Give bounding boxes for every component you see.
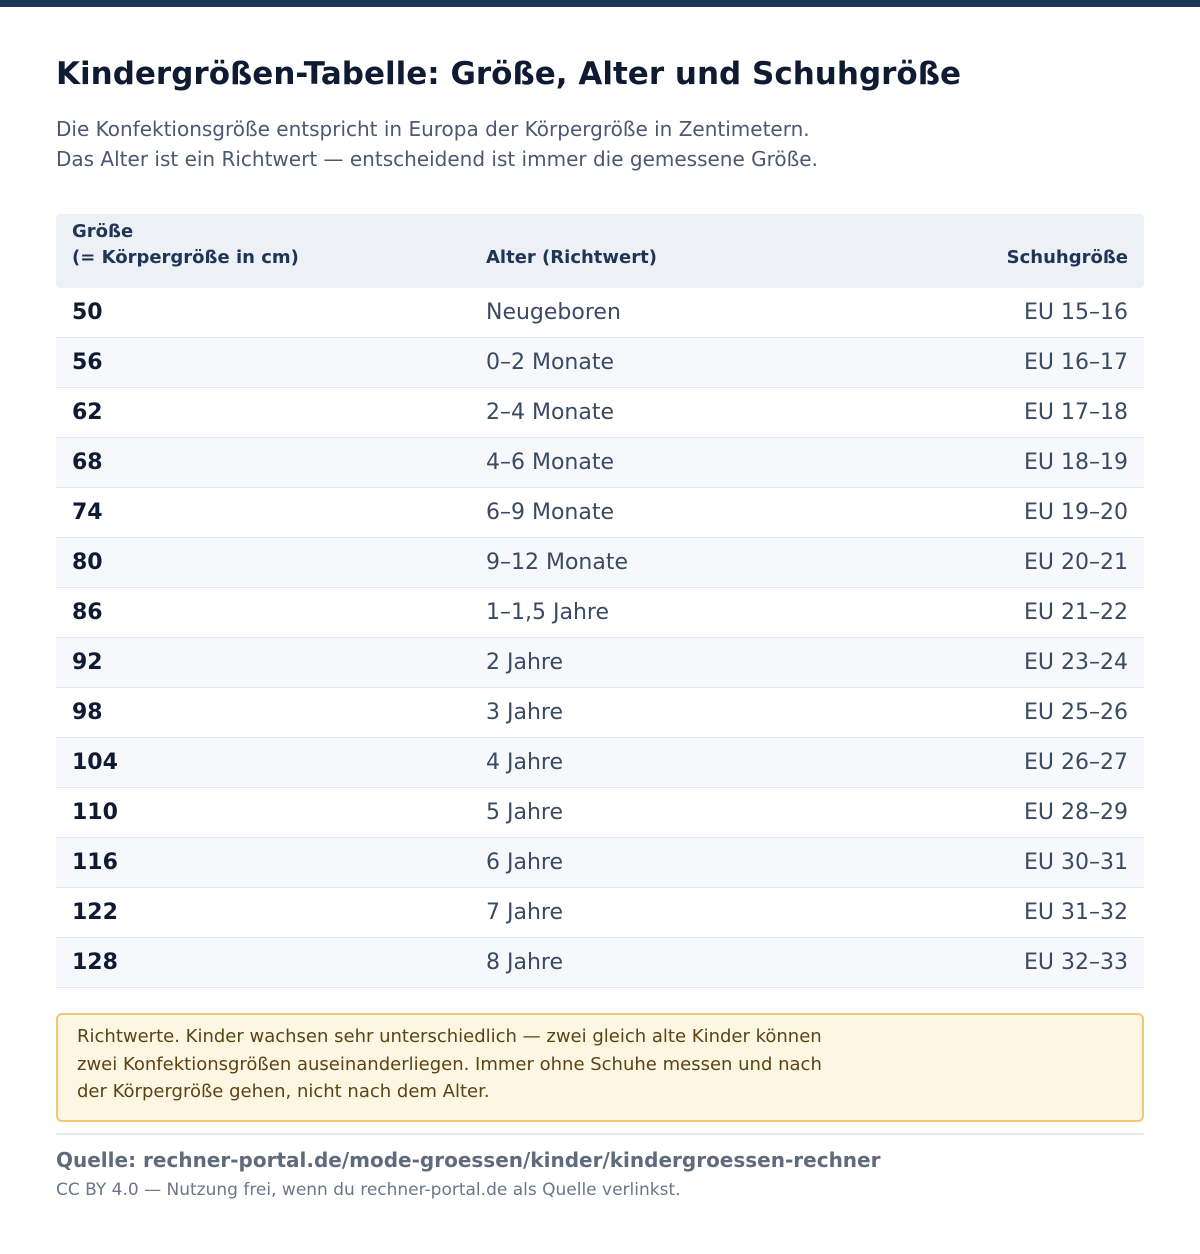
cell-shoe: EU 19–20 xyxy=(1024,500,1128,525)
cell-age: 6–9 Monate xyxy=(486,500,615,525)
cell-size: 86 xyxy=(72,600,103,625)
table-row xyxy=(56,938,1144,988)
cell-size: 68 xyxy=(72,450,103,475)
page-subtitle xyxy=(56,114,818,174)
table-row xyxy=(56,438,1144,488)
cell-shoe: EU 31–32 xyxy=(1024,900,1128,925)
cell-shoe: EU 26–27 xyxy=(1024,750,1128,775)
note-line-3: der Körpergröße gehen, nicht nach dem Alter. xyxy=(77,1081,490,1102)
size-table xyxy=(56,214,1144,988)
table-row xyxy=(56,338,1144,388)
cell-size: 110 xyxy=(72,800,118,825)
header-size-label: Größe xyxy=(72,221,134,242)
cell-size: 56 xyxy=(72,350,103,375)
cell-size: 74 xyxy=(72,500,103,525)
table-body xyxy=(56,288,1144,988)
page-title: Kindergrößen-Tabelle: Größe, Alter und Schuhgröße xyxy=(56,56,962,92)
cell-age: 2–4 Monate xyxy=(486,400,615,425)
cell-age: Neugeboren xyxy=(486,300,621,325)
cell-size: 128 xyxy=(72,950,118,975)
cell-shoe: EU 17–18 xyxy=(1024,400,1128,425)
cell-size: 80 xyxy=(72,550,103,575)
cell-age: 3 Jahre xyxy=(486,700,563,725)
top-accent-bar xyxy=(0,0,1200,7)
license-text: CC BY 4.0 — Nutzung frei, wenn du rechner-portal.de als Quelle verlinkst. xyxy=(56,1180,681,1200)
header-size xyxy=(72,219,299,271)
info-note xyxy=(56,1013,1144,1122)
cell-age: 7 Jahre xyxy=(486,900,563,925)
cell-shoe: EU 18–19 xyxy=(1024,450,1128,475)
table-row xyxy=(56,838,1144,888)
cell-size: 92 xyxy=(72,650,103,675)
note-line-2: zwei Konfektionsgrößen auseinanderliegen. Immer ohne Schuhe messen und nach xyxy=(77,1053,822,1075)
subtitle-line-1: Die Konfektionsgröße entspricht in Europa der Körpergröße in Zentimetern. xyxy=(56,117,810,141)
cell-age: 8 Jahre xyxy=(486,950,563,975)
table-row xyxy=(56,738,1144,788)
cell-age: 5 Jahre xyxy=(486,800,563,825)
table-header xyxy=(56,214,1144,288)
cell-age: 4 Jahre xyxy=(486,750,563,775)
cell-size: 116 xyxy=(72,850,118,875)
footer-divider xyxy=(56,1133,1144,1135)
header-age: Alter (Richtwert) xyxy=(486,247,657,268)
cell-age: 9–12 Monate xyxy=(486,550,629,575)
cell-shoe: EU 25–26 xyxy=(1024,700,1128,725)
cell-shoe: EU 32–33 xyxy=(1024,950,1128,975)
table-row xyxy=(56,888,1144,938)
cell-shoe: EU 16–17 xyxy=(1024,350,1128,375)
cell-age: 0–2 Monate xyxy=(486,350,615,375)
table-row xyxy=(56,588,1144,638)
cell-shoe: EU 15–16 xyxy=(1024,300,1128,325)
table-row xyxy=(56,638,1144,688)
cell-size: 98 xyxy=(72,700,103,725)
subtitle-line-2: Das Alter ist ein Richtwert — entscheidend ist immer die gemessene Größe. xyxy=(56,147,818,171)
cell-size: 122 xyxy=(72,900,118,925)
cell-size: 104 xyxy=(72,750,118,775)
cell-shoe: EU 30–31 xyxy=(1024,850,1128,875)
table-row xyxy=(56,688,1144,738)
note-line-1: Richtwerte. Kinder wachsen sehr unterschiedlich — zwei gleich alte Kinder können xyxy=(77,1026,822,1047)
table-row xyxy=(56,788,1144,838)
table-row xyxy=(56,488,1144,538)
cell-shoe: EU 21–22 xyxy=(1024,600,1128,625)
cell-size: 62 xyxy=(72,400,103,425)
header-size-sublabel: (= Körpergröße in cm) xyxy=(72,247,299,268)
table-row xyxy=(56,388,1144,438)
header-shoe: Schuhgröße xyxy=(1006,247,1128,268)
cell-size: 50 xyxy=(72,300,103,325)
cell-shoe: EU 23–24 xyxy=(1024,650,1128,675)
cell-age: 6 Jahre xyxy=(486,850,563,875)
cell-age: 4–6 Monate xyxy=(486,450,615,475)
cell-age: 2 Jahre xyxy=(486,650,563,675)
table-row xyxy=(56,538,1144,588)
table-row xyxy=(56,288,1144,338)
source-link: Quelle: rechner-portal.de/mode-groessen/kinder/kindergroessen-rechner xyxy=(56,1148,881,1172)
cell-age: 1–1,5 Jahre xyxy=(486,600,609,625)
cell-shoe: EU 28–29 xyxy=(1024,800,1128,825)
cell-shoe: EU 20–21 xyxy=(1024,550,1128,575)
